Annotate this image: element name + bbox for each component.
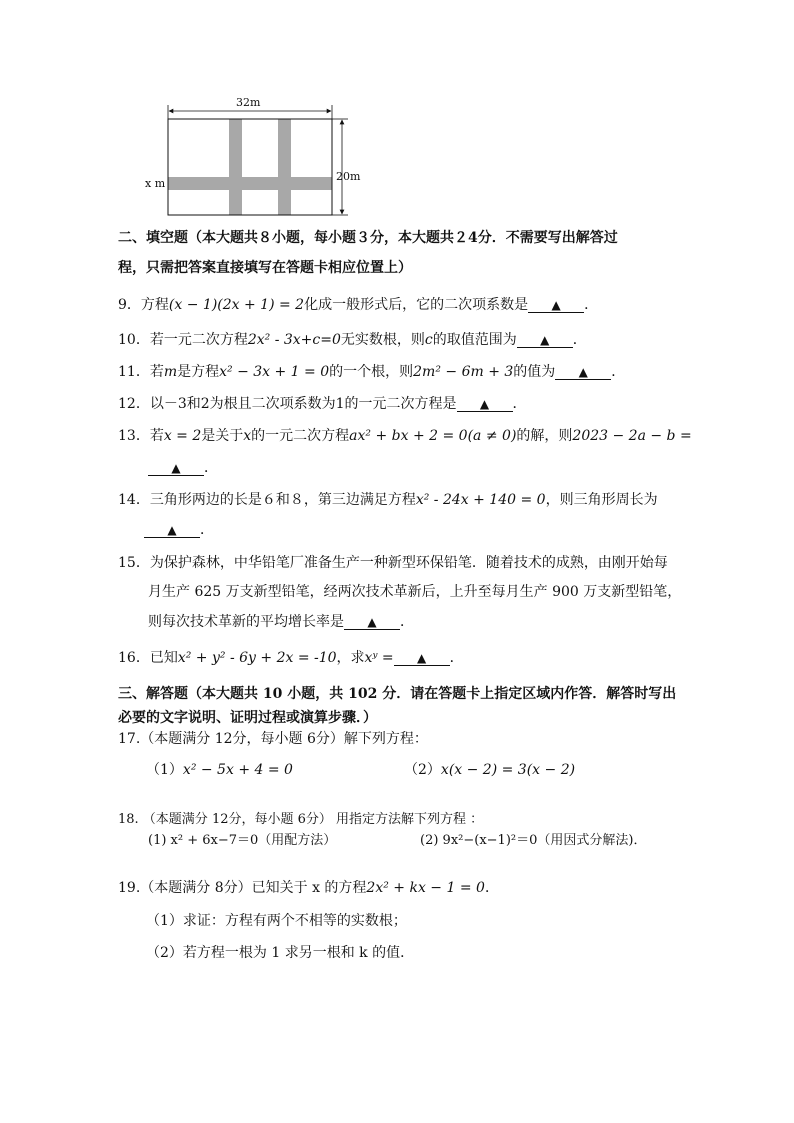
vertical-road-1 xyxy=(229,119,242,215)
q10-answer-blank: ▲ xyxy=(517,333,573,348)
question-14: 14．三角形两边的长是６和８，第三边满足方程x² - 24x + 140 = 0，则三角形周长为 xyxy=(118,492,658,508)
question-13-blank-line: ▲ ． xyxy=(148,458,218,478)
question-11: 11．若m是方程x² − 3x + 1 = 0的一个根，则2m² − 6m + 3的值为 ▲ ． xyxy=(118,364,626,380)
q11-equation: x² − 3x + 1 = 0 xyxy=(219,364,330,380)
question-18-intro: 18. （本题满分 12分，每小题 6分） 用指定方法解下列方程 ： xyxy=(118,812,484,827)
question-15-line1: 15．为保护森林，中华铅笔厂准备生产一种新型环保铅笔．随着技术的成熟，由刚开始每 xyxy=(118,555,668,571)
question-13: 13．若x = 2是关于x的一元二次方程ax² + bx + 2 = 0(a ≠ 0)的解，则2023 − 2a − b = xyxy=(118,428,692,444)
q9-answer-blank: ▲ xyxy=(528,298,584,313)
road-width-label: x m xyxy=(145,177,166,190)
question-19-intro: 19.（本题满分 8分）已知关于 x 的方程2x² + kx − 1 = 0． xyxy=(118,880,499,896)
q13-answer-blank: ▲ xyxy=(148,461,204,476)
question-18-part2: (2) 9x²−(x−1)²＝0（用因式分解法)． xyxy=(420,833,647,848)
q15-answer-blank: ▲ xyxy=(344,615,400,630)
q17-part1-equation: x² − 5x + 4 = 0 xyxy=(182,762,293,778)
vertical-road-2 xyxy=(278,119,291,215)
section-2-heading-line1: 二、填空题（本大题共８小题，每小题３分，本大题共２4分．不需要写出解答过 xyxy=(118,230,618,246)
question-17-intro: 17.（本题满分 12分，每小题 6分）解下列方程： xyxy=(118,731,428,747)
field-diagram xyxy=(140,92,370,222)
q13-equation: ax² + bx + 2 = 0(a ≠ 0) xyxy=(349,428,517,444)
question-17-part2: （2）x(x − 2) = 3(x − 2) xyxy=(404,762,576,778)
question-17-part1: （1）x² − 5x + 4 = 0 xyxy=(146,762,293,778)
question-15-line2: 月生产 625 万支新型铅笔，经两次技术革新后，上升至每月生产 900 万支新型铅笔， xyxy=(148,584,682,600)
field-outline xyxy=(168,119,332,215)
width-label: 32m xyxy=(236,96,261,109)
q14-answer-blank: ▲ xyxy=(144,523,200,538)
q11-answer-blank: ▲ xyxy=(555,365,611,380)
question-19-part2: （2）若方程一根为 1 求另一根和 k 的值． xyxy=(146,945,415,961)
section-3-heading-line2: 必要的文字说明、证明过程或演算步骤．） xyxy=(118,710,377,726)
horizontal-road xyxy=(168,177,332,190)
q12-answer-blank: ▲ xyxy=(457,397,513,412)
question-18-part1: (1) x² + 6x−7＝0（用配方法） xyxy=(148,833,337,848)
section-2-heading-line2: 程，只需把答案直接填写在答题卡相应位置上） xyxy=(118,260,412,276)
question-12: 12．以－3和2为根且二次项系数为1的一元二次方程是 ▲ ． xyxy=(118,396,527,412)
section-3-heading-line1: 三、解答题（本大题共 10 小题，共 102 分．请在答题卡上指定区域内作答．解答时写出 xyxy=(118,686,677,702)
q16-answer-blank: ▲ xyxy=(394,651,450,666)
q10-equation: 2x² - 3x+c=0 xyxy=(247,332,341,348)
question-16: 16．已知x² + y² - 6y + 2x = -10，求xʸ = ▲ ． xyxy=(118,650,464,666)
question-19-part1: （1）求证：方程有两个不相等的实数根； xyxy=(146,913,407,929)
q9-equation: (x − 1)(2x + 1) = 2 xyxy=(168,297,305,313)
q19-equation: 2x² + kx − 1 = 0 xyxy=(366,880,485,896)
q16-equation: x² + y² - 6y + 2x = -10 xyxy=(177,650,337,666)
q17-part2-equation: x(x − 2) = 3(x − 2) xyxy=(440,762,576,778)
question-14-blank-line: ▲ ． xyxy=(144,520,214,540)
q14-equation: x² - 24x + 140 = 0 xyxy=(415,492,546,508)
question-10: 10．若一元二次方程2x² - 3x+c=0无实数根，则c的取值范围为 ▲ ． xyxy=(118,332,587,348)
height-label: 20m xyxy=(336,170,361,183)
question-15-line3: 则每次技术革新的平均增长率是 ▲ ． xyxy=(148,614,414,630)
question-9: 9．方程(x − 1)(2x + 1) = 2化成一般形式后，它的二次项系数是 ▲ ． xyxy=(118,297,599,313)
